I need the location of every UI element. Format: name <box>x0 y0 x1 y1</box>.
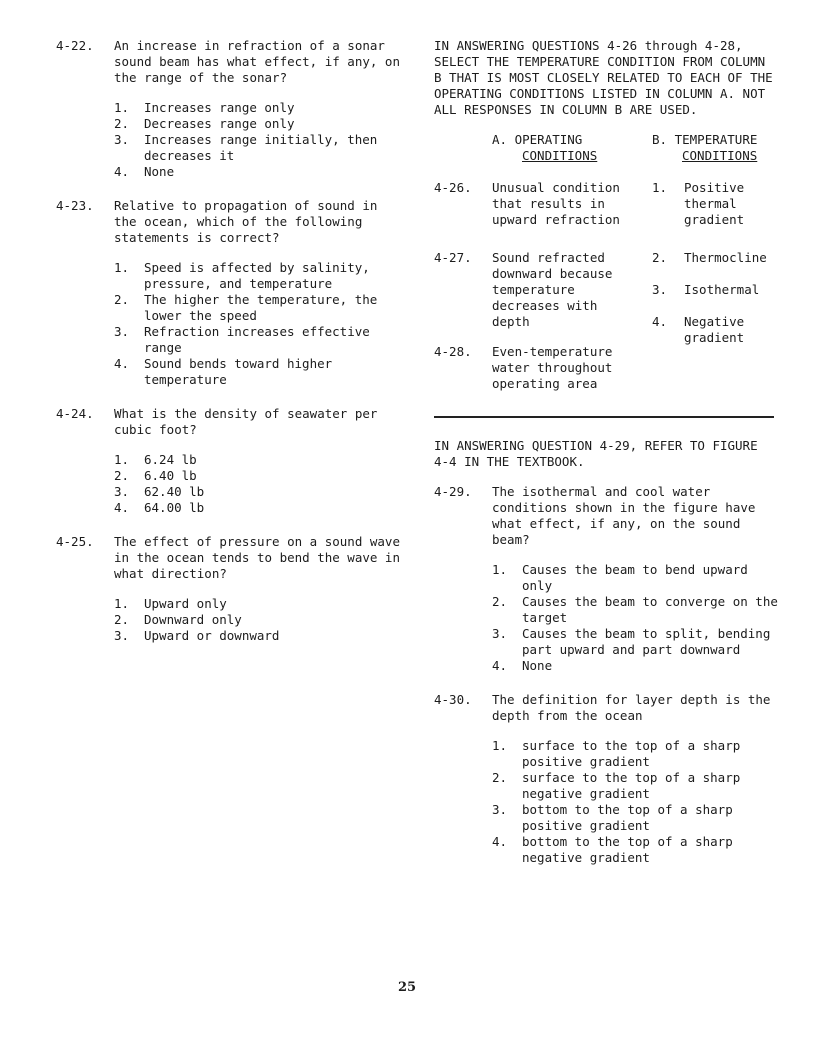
option-number: 3. <box>114 484 130 499</box>
answer-options <box>114 452 406 516</box>
answer-option <box>114 324 406 356</box>
answer-option <box>114 612 406 628</box>
answer-option <box>492 562 779 594</box>
option-number: 1. <box>492 562 508 577</box>
question <box>56 406 406 516</box>
option-text: Causes the beam to bend upward only <box>522 562 748 593</box>
response-number: 2. <box>652 250 668 265</box>
question-stem: The definition for layer depth is the depth from the ocean <box>492 692 771 723</box>
temperature-condition: Isothermal <box>684 282 760 297</box>
option-text: surface to the top of a sharp negative gradient <box>522 770 741 801</box>
option-text: bottom to the top of a sharp negative gradient <box>522 834 733 865</box>
question-stem: An increase in refraction of a sonar sound beam has what effect, if any, on the range of the sonar? <box>114 38 400 85</box>
option-text: Increases range initially, then decreases it <box>144 132 378 163</box>
option-text: Refraction increases effective range <box>144 324 370 355</box>
matching-row <box>434 344 779 392</box>
option-text: Causes the beam to converge on the target <box>522 594 778 625</box>
column-b-letter: B. <box>652 132 668 147</box>
option-text: 6.24 lb <box>144 452 197 467</box>
option-number: 3. <box>114 628 130 643</box>
figure-reference-note: IN ANSWERING QUESTION 4-29, REFER TO FIGURE 4-4 IN THE TEXTBOOK. <box>434 438 758 469</box>
question-number: 4-26. <box>434 180 472 195</box>
column-b-title2: CONDITIONS <box>682 148 758 163</box>
option-number: 4. <box>492 834 508 849</box>
option-number: 4. <box>114 356 130 371</box>
question <box>56 198 406 388</box>
column-a-header <box>492 132 602 164</box>
question-number: 4-25. <box>56 534 94 549</box>
left-column <box>56 38 406 662</box>
option-number: 3. <box>114 324 130 339</box>
answer-option <box>114 596 406 612</box>
answer-option <box>114 468 406 484</box>
question-stem: Relative to propagation of sound in the ocean, which of the following statements is correct? <box>114 198 378 245</box>
question-stem: The effect of pressure on a sound wave in the ocean tends to bend the wave in what direction? <box>114 534 400 581</box>
response-number: 3. <box>652 282 668 297</box>
option-number: 2. <box>114 116 130 131</box>
question-number: 4-27. <box>434 250 472 265</box>
question-stem: What is the density of seawater per cubic foot? <box>114 406 378 437</box>
operating-condition: Even-temperature water throughout operating area <box>492 344 613 391</box>
answer-option <box>114 484 406 500</box>
answer-option <box>492 626 779 658</box>
column-a-title2: CONDITIONS <box>522 148 598 163</box>
option-text: Speed is affected by salinity, pressure, and temperature <box>144 260 370 291</box>
answer-options <box>114 596 406 644</box>
answer-options <box>492 562 779 674</box>
option-number: 2. <box>114 612 130 627</box>
response-number: 4. <box>652 314 668 329</box>
option-text: Causes the beam to split, bending part upward and part downward <box>522 626 771 657</box>
answer-option <box>492 658 779 674</box>
answer-options <box>114 100 406 180</box>
answer-option <box>492 738 779 770</box>
section-divider <box>434 416 774 418</box>
answer-option <box>114 260 406 292</box>
option-text: Increases range only <box>144 100 295 115</box>
question-stem: The isothermal and cool water conditions shown in the figure have what effect, if any, on the sound beam? <box>492 484 756 547</box>
answer-option <box>492 802 779 834</box>
option-text: Upward only <box>144 596 227 611</box>
option-text: bottom to the top of a sharp positive gradient <box>522 802 733 833</box>
temperature-condition: Positive thermal gradient <box>684 180 745 227</box>
question-number: 4-22. <box>56 38 94 53</box>
option-number: 1. <box>492 738 508 753</box>
matching-instruction: IN ANSWERING QUESTIONS 4-26 through 4-28, SELECT THE TEMPERATURE CONDITION FROM COLUMN B THAT IS MOST CLOSELY RELATED TO EACH OF THE OPERATING CONDITIONS LISTED IN COLUMN A. NOT ALL RESPONSES IN COLUMN B ARE USED. <box>434 38 773 117</box>
option-number: 1. <box>114 452 130 467</box>
answer-option <box>114 164 406 180</box>
column-b-header <box>652 132 772 164</box>
option-number: 2. <box>114 292 130 307</box>
option-number: 3. <box>114 132 130 147</box>
operating-condition: Unusual condition that results in upward refraction <box>492 180 620 227</box>
answer-option <box>114 452 406 468</box>
matching-row <box>434 314 779 344</box>
option-number: 4. <box>114 500 130 515</box>
option-text: 62.40 lb <box>144 484 205 499</box>
option-text: The higher the temperature, the lower the speed <box>144 292 378 323</box>
matching-row <box>434 180 779 236</box>
right-column <box>434 38 779 884</box>
answer-options <box>492 738 779 866</box>
response-number: 1. <box>652 180 668 195</box>
option-number: 4. <box>492 658 508 673</box>
option-number: 2. <box>492 770 508 785</box>
option-text: Upward or downward <box>144 628 280 643</box>
option-number: 1. <box>114 596 130 611</box>
operating-condition: Sound refracted downward because temperature decreases with depth <box>492 250 613 329</box>
temperature-condition: Negative gradient <box>684 314 745 345</box>
question-number: 4-30. <box>434 692 472 707</box>
question-number: 4-24. <box>56 406 94 421</box>
question-number: 4-23. <box>56 198 94 213</box>
option-number: 3. <box>492 626 508 641</box>
question <box>434 692 779 866</box>
matching-row <box>434 282 779 314</box>
option-text: 6.40 lb <box>144 468 197 483</box>
question <box>56 38 406 180</box>
matching-header <box>434 132 779 166</box>
option-number: 3. <box>492 802 508 817</box>
column-b-title: TEMPERATURE <box>674 132 758 147</box>
answer-option <box>114 292 406 324</box>
answer-option <box>114 500 406 516</box>
question <box>56 534 406 644</box>
page-number: 25 <box>397 980 417 995</box>
answer-option <box>492 594 779 626</box>
question-number: 4-28. <box>434 344 472 359</box>
temperature-condition: Thermocline <box>684 250 767 265</box>
answer-option <box>114 116 406 132</box>
question <box>434 484 779 674</box>
answer-option <box>114 132 406 164</box>
option-text: None <box>522 658 553 673</box>
option-text: Sound bends toward higher temperature <box>144 356 333 387</box>
option-text: 64.00 lb <box>144 500 205 515</box>
option-text: surface to the top of a sharp positive gradient <box>522 738 741 769</box>
option-number: 1. <box>114 260 130 275</box>
option-text: Downward only <box>144 612 242 627</box>
answer-option <box>114 628 406 644</box>
option-number: 2. <box>114 468 130 483</box>
option-number: 4. <box>114 164 130 179</box>
option-text: Decreases range only <box>144 116 295 131</box>
column-a-title: OPERATING <box>514 132 583 147</box>
question-number: 4-29. <box>434 484 472 499</box>
option-text: None <box>144 164 175 179</box>
option-number: 1. <box>114 100 130 115</box>
answer-option <box>114 100 406 116</box>
option-number: 2. <box>492 594 508 609</box>
column-a-letter: A. <box>492 132 508 147</box>
answer-option <box>492 834 779 866</box>
answer-option <box>492 770 779 802</box>
answer-option <box>114 356 406 388</box>
answer-options <box>114 260 406 388</box>
